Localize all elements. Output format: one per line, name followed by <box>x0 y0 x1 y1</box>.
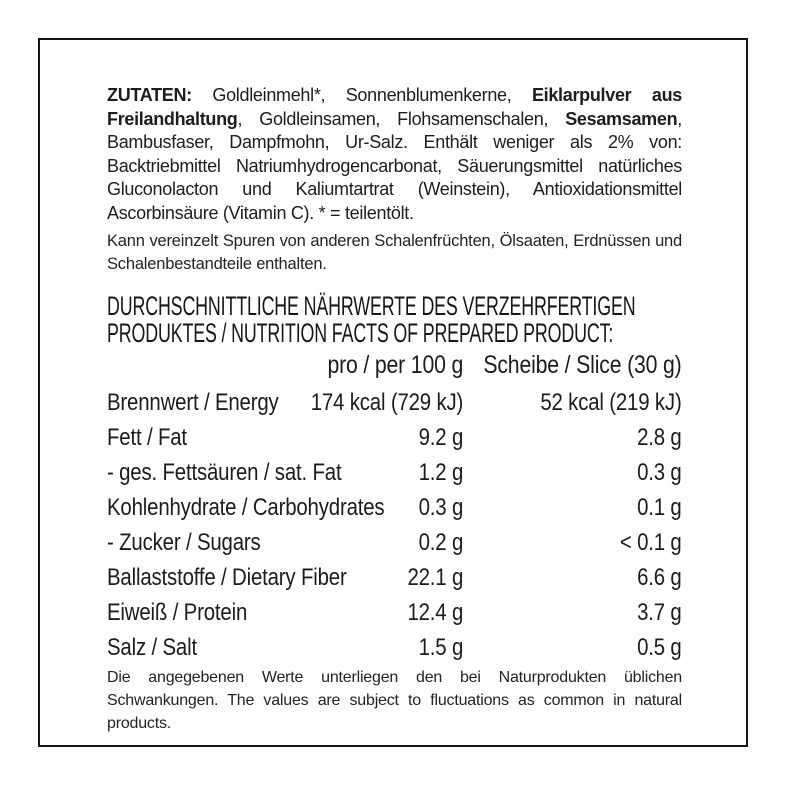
row-label: Brennwert / Energy <box>107 389 279 416</box>
ingredients-text <box>107 84 682 225</box>
table-row-carbohydrates <box>107 492 682 527</box>
table-row-fat <box>107 422 682 457</box>
row-label: Eiweiß / Protein <box>107 599 248 626</box>
row-value-per-100g: 12.4 g <box>407 599 464 626</box>
col-header-per-slice: Scheibe / Slice (30 g) <box>483 351 682 379</box>
table-row-sugars <box>107 527 682 562</box>
table-row-dietary-fiber <box>107 562 682 597</box>
table-row-salt <box>107 632 682 667</box>
nutrition-title-line1: DURCHSCHNITTLICHE NÄHRWERTE DES VERZEHRFERTIGEN <box>107 291 636 321</box>
nutrition-title <box>107 293 788 347</box>
row-label: Salz / Salt <box>107 634 197 661</box>
table-row-saturated-fat <box>107 457 682 492</box>
allergen-note: Kann vereinzelt Spuren von anderen Schalenfrüchten, Ölsaaten, Erdnüssen und Schalenbestandteile enthalten. <box>107 232 682 273</box>
row-value-per-100g: 174 kcal (729 kJ) <box>310 389 464 416</box>
ingredients-segment-bold: Sesamsamen <box>565 108 678 129</box>
ingredients-segment: , Goldleinsamen, Flohsamenschalen, <box>237 108 566 129</box>
row-label: - Zucker / Sugars <box>107 529 261 556</box>
ingredients-heading: ZUTATEN: <box>107 85 213 105</box>
row-value-per-100g: 22.1 g <box>407 564 464 591</box>
row-value-per-slice: 0.3 g <box>637 459 682 486</box>
row-value-per-100g: 0.2 g <box>418 529 464 556</box>
nutrition-title-line2: PRODUKTES / NUTRITION FACTS OF PREPARED PRODUCT: <box>107 318 614 348</box>
row-label: Fett / Fat <box>107 424 187 451</box>
row-value-per-100g: 9.2 g <box>418 424 464 451</box>
row-value-per-100g: 1.2 g <box>418 459 464 486</box>
row-label: Ballaststoffe / Dietary Fiber <box>107 564 347 591</box>
row-label: Kohlenhydrate / Carbohydrates <box>107 494 385 521</box>
table-row-protein <box>107 597 682 632</box>
row-value-per-100g: 1.5 g <box>418 634 464 661</box>
row-value-per-slice: < 0.1 g <box>619 529 682 556</box>
table-row-energy <box>107 387 682 422</box>
row-value-per-100g: 0.3 g <box>418 494 464 521</box>
disclaimer-text: Die angegebenen Werte unterliegen den bei Naturprodukten üblichen Schwankungen. The values are subject to fluctuations as common in natural products. <box>107 669 682 732</box>
ingredients-segment-bold: Eiklarpulver aus Freilandhaltung <box>107 85 682 129</box>
ingredients-segment: , Bambusfaser, Dampfmohn, Ur-Salz. Enthält weniger als 2% von: Backtriebmittel Natriumhydrogencarbonat, Säuerungsmittel natürliches Gluconolacton und Kaliumtartrat (Weinstein), Antioxidationsmittel Ascorbinsäure (Vitamin C). * = teilentölt. <box>107 108 682 223</box>
row-value-per-slice: 3.7 g <box>637 599 682 626</box>
col-header-per-100g: pro / per 100 g <box>327 351 464 379</box>
row-value-per-slice: 0.1 g <box>637 494 682 521</box>
row-value-per-slice: 52 kcal (219 kJ) <box>540 389 682 416</box>
row-value-per-slice: 6.6 g <box>637 564 682 591</box>
row-value-per-slice: 2.8 g <box>637 424 682 451</box>
row-value-per-slice: 0.5 g <box>637 634 682 661</box>
nutrition-column-headers <box>107 350 682 385</box>
row-label: - ges. Fettsäuren / sat. Fat <box>107 459 342 486</box>
ingredients-segment: Goldleinmehl*, Sonnenblumenkerne, <box>212 85 532 105</box>
